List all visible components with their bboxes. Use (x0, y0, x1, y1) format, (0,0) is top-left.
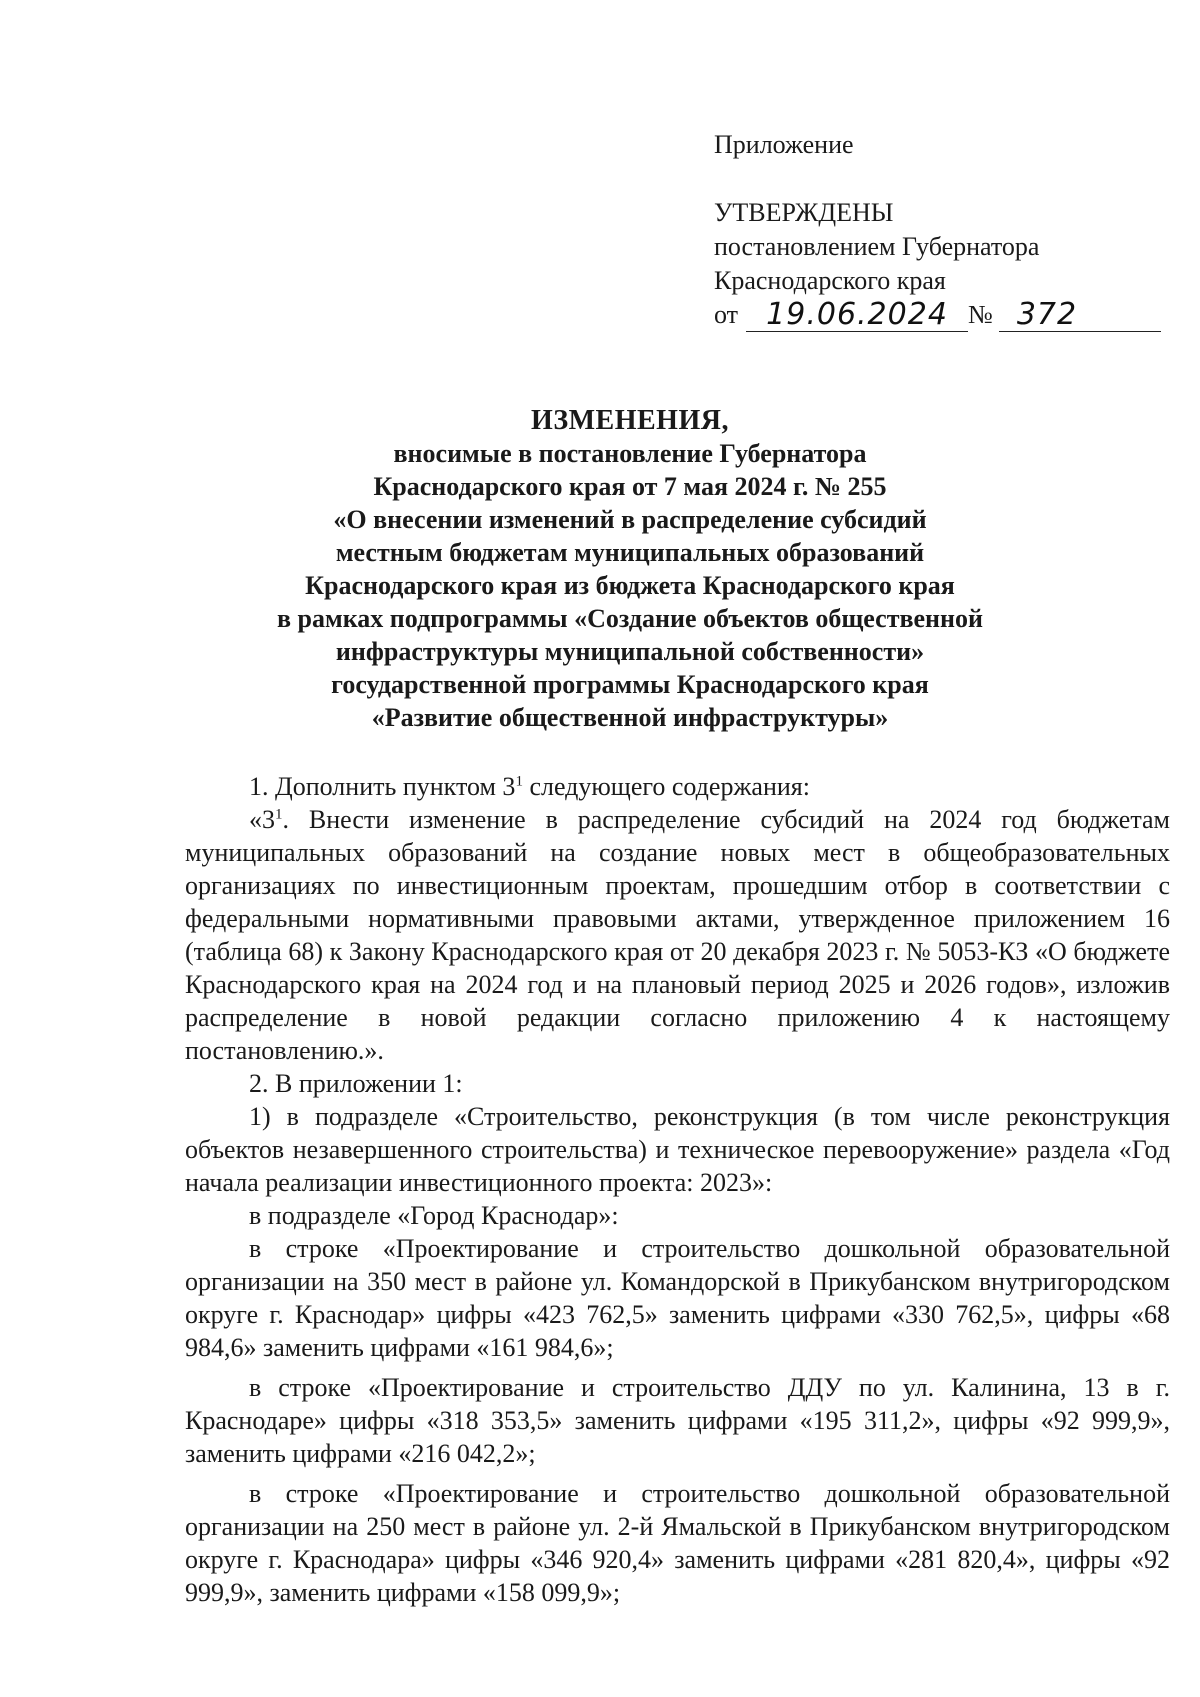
handwritten-number: 372 (999, 300, 1161, 332)
number-prefix: № (968, 300, 993, 329)
title-main: ИЗМЕНЕНИЯ, (531, 405, 729, 436)
date-prefix: от (714, 300, 739, 329)
title-line: государственной программы Краснодарского края (331, 670, 929, 699)
title-line: в рамках подпрограммы «Создание объектов общественной (276, 604, 983, 633)
title-line: инфраструктуры муниципальной собственности» (335, 637, 925, 666)
paragraph-2: «$3^1$. Внести изменение в распределение субсидий на 2024 год бюджетам муниципальных образований на создание новых мест в общеобразовательных организациях по инвестиционным проектам, прошедшим отбор в соответствии с федеральными нормативными правовыми актами, утвержденное приложением 16 (таблица 68) к Закону Краснодарского края от 20 декабря 2023 г. № 5053-КЗ «О бюджете Краснодарского края на 2024 год и на плановый период 2025 и 2026 годов», изложив распределение в новой редакции согласно приложению 4 к настоящему постановлению.». (185, 805, 1170, 1065)
paragraph-3: 2. В приложении 1: (249, 1069, 463, 1098)
title-line: местным бюджетам муниципальных образований (335, 538, 925, 567)
title-line: Краснодарского края от 7 мая 2024 г. № 255 (373, 472, 887, 501)
paragraph-1: 1. Дополнить пунктом $3^1$ следующего содержания: (249, 772, 810, 801)
handwritten-date: 19.06.2024 (746, 300, 968, 332)
paragraph-8: в строке «Проектирование и строительство дошкольной образовательной организации на 250 мест в районе ул. 2-й Ямальской в Прикубанском внутригородском округе г. Краснодара» цифры «346 920,4» заменить цифрами «281 820,4», цифры «92 999,9», заменить цифрами «158 099,9»; (185, 1479, 1170, 1607)
decree-reference (714, 298, 1161, 332)
title-line: вносимые в постановление Губернатора (393, 439, 867, 468)
document-title (180, 404, 1080, 734)
title-line: «О внесении изменений в распределение субсидий (333, 505, 927, 534)
approved-label: УТВЕРЖДЕНЫ (714, 198, 894, 227)
title-line: «Развитие общественной инфраструктуры» (371, 703, 889, 732)
paragraph-7: в строке «Проектирование и строительство ДДУ по ул. Калинина, 13 в г. Краснодаре» цифры «318 353,5» заменить цифрами «195 311,2», цифры «92 999,9», заменить цифрами «216 042,2»; (185, 1373, 1170, 1468)
paragraph-5: в подразделе «Город Краснодар»: (249, 1201, 619, 1230)
paragraph-6: в строке «Проектирование и строительство дошкольной образовательной организации на 350 мест в районе ул. Командорской в Прикубанском внутригородском округе г. Краснодар» цифры «423 762,5» заменить цифрами «330 762,5», цифры «68 984,6» заменить цифрами «161 984,6»; (185, 1234, 1170, 1362)
appendix-block (714, 128, 1161, 332)
document-body (185, 770, 1170, 1609)
approved-by-line: постановлением Губернатора (714, 232, 1040, 261)
paragraph-4: 1) в подразделе «Строительство, реконструкция (в том числе реконструкция объектов незавершенного строительства) и техническое перевооружение» раздела «Год начала реализации инвестиционного проекта: 2023»: (185, 1102, 1170, 1197)
approved-by-line: Краснодарского края (714, 266, 946, 295)
title-line: Краснодарского края из бюджета Краснодарского края (305, 571, 955, 600)
appendix-label: Приложение (714, 130, 854, 159)
